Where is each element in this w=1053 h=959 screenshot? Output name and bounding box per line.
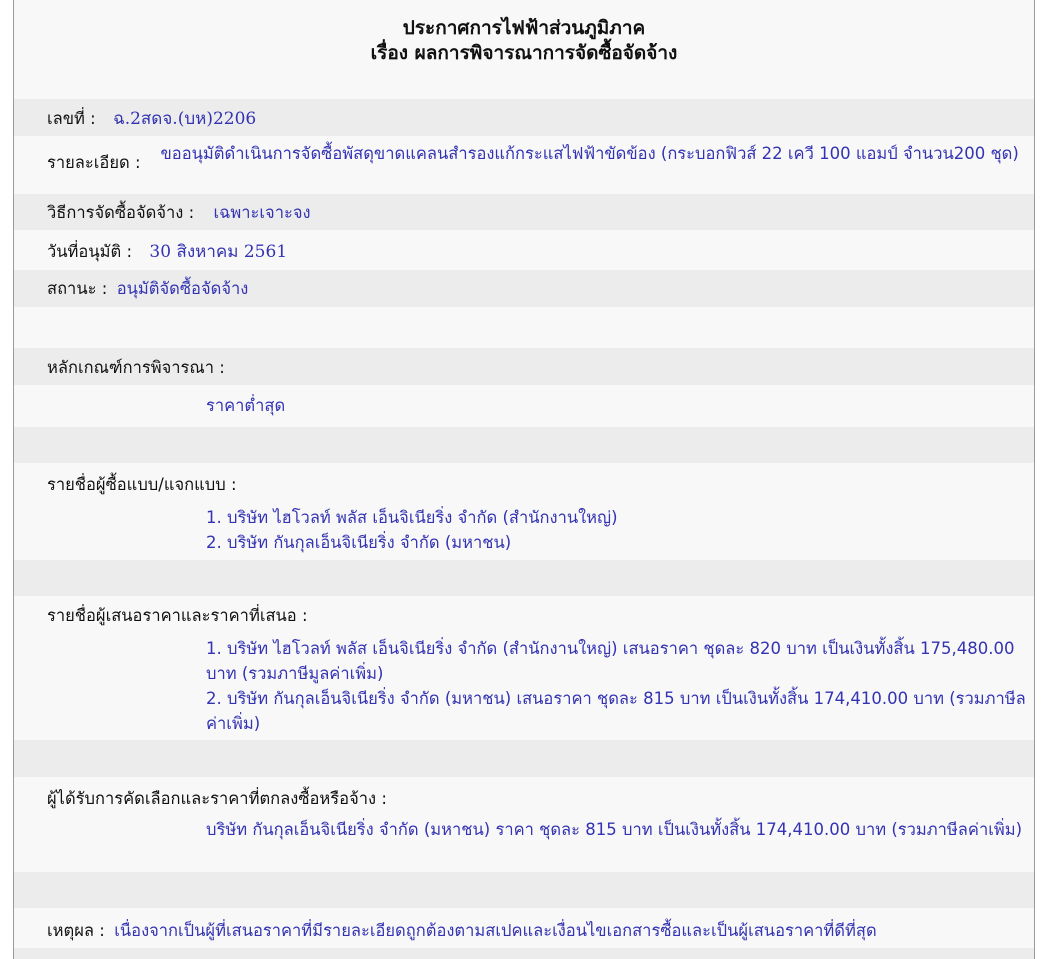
reason-value: เนื่องจากเป็นผู้ที่เสนอราคาที่มีรายละเอียดถูกต้องตามสเปคและเงื่อนไขเอกสารซื้อและเป็นผู้เสนอราคาที่ดีที่สุด	[114, 921, 877, 940]
bidders-section	[14, 596, 1034, 740]
bidders-label: รายชื่อผู้เสนอราคาและราคาที่เสนอ :	[47, 606, 308, 625]
reason-row	[14, 908, 1034, 948]
spacer	[14, 740, 1034, 777]
winner-section	[14, 777, 1034, 872]
detail-label: รายละเอียด :	[47, 153, 141, 172]
criteria-value-row	[14, 385, 1034, 427]
spacer	[14, 560, 1034, 596]
spacer	[14, 427, 1034, 463]
approval-date-value: 30 สิงหาคม 2561	[149, 242, 288, 262]
announcement-panel	[13, 0, 1035, 959]
spacer	[14, 948, 1034, 959]
spacer	[14, 872, 1034, 908]
bidders-item: 1. บริษัท ไฮโวลท์ พลัส เอ็นจิเนียริ่ง จำกัด (สำนักงานใหญ่) เสนอราคา ชุดละ 820 บาท เป็นเงินทั้งสิ้น 175,480.00 บาท (รวมภาษีมูลค่าเพิ่ม)	[206, 639, 1015, 683]
approval-date-row	[14, 230, 1034, 270]
winner-value: บริษัท กันกุลเอ็นจิเนียริ่ง จำกัด (มหาชน) ราคา ชุดละ 815 บาท เป็นเงินทั้งสิ้น 174,410.00 บาท (รวมภาษีลค่าเพิ่ม)	[206, 820, 1023, 839]
doc-number-label: เลขที่ :	[47, 109, 96, 128]
criteria-label: หลักเกณฑ์การพิจารณา :	[47, 358, 225, 377]
method-value: เฉพาะเจาะจง	[213, 203, 311, 222]
method-label: วิธีการจัดซื้อจัดจ้าง :	[47, 203, 195, 222]
bidders-item: 2. บริษัท กันกุลเอ็นจิเนียริ่ง จำกัด (มหาชน) เสนอราคา ชุดละ 815 บาท เป็นเงินทั้งสิ้น 174,410.00 บาท (รวมภาษีลค่าเพิ่ม)	[206, 689, 1026, 733]
doc-number-value: ฉ.2สดจ.(บห)2206	[113, 109, 257, 129]
detail-row	[14, 136, 1034, 194]
buyers-label: รายชื่อผู้ซื้อแบบ/แจกแบบ :	[47, 475, 237, 494]
header-title: ประกาศการไฟฟ้าส่วนภูมิภาค	[402, 17, 646, 39]
buyers-item: 1. บริษัท ไฮโวลท์ พลัส เอ็นจิเนียริ่ง จำกัด (สำนักงานใหญ่)	[206, 508, 618, 527]
buyers-item: 2. บริษัท กันกุลเอ็นจิเนียริ่ง จำกัด (มหาชน)	[206, 533, 512, 552]
winner-label: ผู้ได้รับการคัดเลือกและราคาที่ตกลงซื้อหรือจ้าง :	[47, 789, 387, 808]
reason-label: เหตุผล :	[47, 921, 105, 940]
status-label: สถานะ :	[47, 279, 108, 298]
announcement-header	[14, 0, 1034, 82]
doc-number-row	[14, 99, 1034, 136]
approval-date-label: วันที่อนุมัติ :	[47, 242, 133, 261]
status-value: อนุมัติจัดซื้อจัดจ้าง	[116, 279, 249, 298]
method-row	[14, 194, 1034, 230]
status-row	[14, 270, 1034, 307]
spacer	[14, 307, 1034, 348]
header-subject: เรื่อง ผลการพิจารณาการจัดซื้อจัดจ้าง	[370, 42, 678, 64]
criteria-value: ราคาต่ำสุด	[206, 396, 286, 415]
detail-value: ขออนุมัติดำเนินการจัดซื้อพัสดุขาดแคลนสำรองแก้กระแสไฟฟ้าขัดข้อง (กระบอกฟิวส์ 22 เควี 100 แอมป์ จำนวน200 ชุด)	[160, 144, 1019, 163]
criteria-row	[14, 348, 1034, 385]
buyers-section	[14, 463, 1034, 560]
